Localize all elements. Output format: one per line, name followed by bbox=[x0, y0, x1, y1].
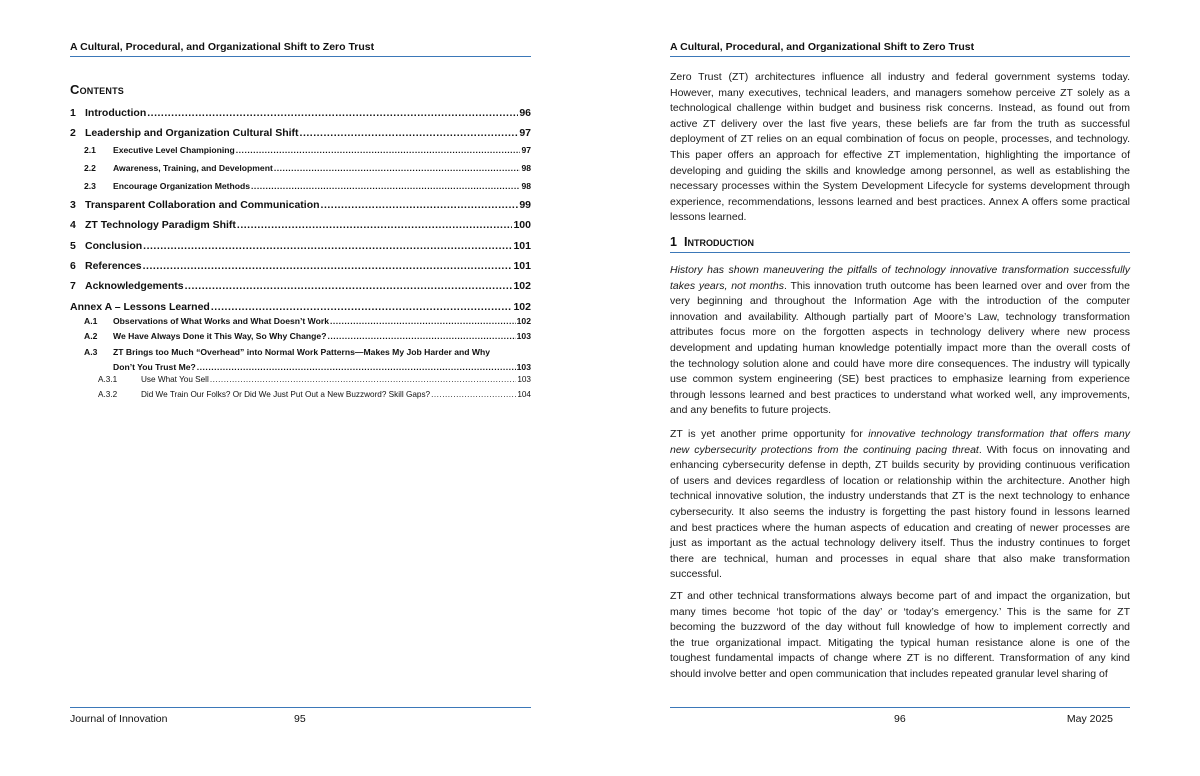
toc-number: 4 bbox=[70, 219, 76, 231]
text-line: necessary processes within the System Development Lifecycle for systems development through bbox=[670, 180, 1130, 193]
introduction-paragraph-2: ZT is yet another prime opportunity for innovative technology transformation that offers many new cybersecurity protections from the continuing pacing threat. With focus on innovating and enhancing cybersecurity defense in depth, ZT builds security by providing continuous verification of users and devices regardless of location or relationship within the architecture. Another high technical innovative solution, the industry understands that ZT is the next technology to enhance cybersecurity. It also seems the industry is forgetting the past history found in lessons learned and best practices where the human aspects of education and creating of newer processes are just as important as the actual technology delivery itself. Thus the industry continues to forget there are technical, human and processes in equal share that also make transformation successful. bbox=[670, 427, 1130, 583]
toc-number: A.1 bbox=[84, 316, 98, 326]
toc-title: Did We Train Our Folks? Or Did We Just Put Out a New Buzzword? Skill Gaps? bbox=[141, 390, 431, 399]
toc-entry[interactable] bbox=[70, 375, 531, 384]
toc-title: Use What You Sell bbox=[141, 375, 209, 384]
toc-entry[interactable] bbox=[70, 260, 531, 272]
toc-number: A.3.1 bbox=[98, 375, 118, 384]
toc-title: Leadership and Organization Cultural Shift bbox=[85, 127, 299, 139]
running-header-left: A Cultural, Procedural, and Organizational Shift to Zero Trust bbox=[70, 41, 531, 57]
text-line: there are technical, human and processes in equal share that also make transformation bbox=[670, 552, 1130, 565]
toc-number: 7 bbox=[70, 280, 76, 292]
toc-title: Introduction bbox=[85, 107, 147, 119]
toc-leader-dots bbox=[197, 362, 516, 372]
toc-leader-dots bbox=[185, 280, 513, 292]
section-title: Introduction bbox=[684, 235, 754, 249]
footer-date: May 2025 bbox=[1066, 713, 1113, 725]
text-line: becoming the buzzword of the day without full knowledge of how to implement correctly and bbox=[670, 621, 1130, 634]
toc-entry[interactable] bbox=[70, 390, 531, 399]
text-line: the technology solution alone and could have more dire consequences. The industry will typically bbox=[670, 357, 1130, 370]
footer-page-number: 96 bbox=[894, 713, 906, 725]
footer-right bbox=[670, 707, 1130, 728]
left-page bbox=[70, 0, 531, 776]
text-line: very beginning and throughout the Information Age with the introduction of the computer bbox=[670, 295, 1130, 308]
toc-title: Executive Level Championing bbox=[113, 145, 235, 155]
toc-entry[interactable] bbox=[70, 240, 531, 252]
toc-entry[interactable] bbox=[70, 219, 531, 231]
toc-page-number: 103 bbox=[516, 331, 531, 341]
toc-number: A.3 bbox=[84, 347, 98, 357]
footer-journal-name: Journal of Innovation bbox=[70, 713, 168, 725]
toc-page-number: 102 bbox=[513, 301, 531, 313]
toc-page-number: 96 bbox=[519, 107, 531, 119]
toc-title: Observations of What Works and What Doesn’t Work bbox=[113, 316, 329, 326]
toc-leader-dots bbox=[237, 219, 513, 231]
italic-text: History has shown maneuvering the pitfalls of technology innovative transformation successfully bbox=[670, 264, 1130, 276]
toc-leader-dots bbox=[236, 145, 521, 155]
footer-left bbox=[70, 707, 531, 728]
toc-page-number: 102 bbox=[513, 280, 531, 292]
text-line: cybersecurity. It also seems the industry is forgetting the past history found in lessons learned bbox=[670, 505, 1130, 518]
toc-page-number: 99 bbox=[519, 199, 531, 211]
toc-leader-dots bbox=[211, 301, 513, 313]
running-header-right: A Cultural, Procedural, and Organizational Shift to Zero Trust bbox=[670, 41, 1130, 57]
toc-number: 3 bbox=[70, 199, 76, 211]
toc-title: We Have Always Done it This Way, So Why Change? bbox=[113, 331, 327, 341]
toc-leader-dots bbox=[330, 316, 516, 326]
toc-page-number: 102 bbox=[516, 316, 531, 326]
text-line: enhancing cybersecurity defense in depth, ZT builds security by providing continuous verification bbox=[670, 459, 1130, 472]
toc-entry[interactable] bbox=[70, 181, 531, 191]
text-line: development and updating human knowledge potentially impact more than the overall costs of bbox=[670, 341, 1130, 354]
toc-leader-dots bbox=[327, 331, 515, 341]
right-page bbox=[670, 0, 1130, 776]
toc-leader-dots bbox=[321, 199, 519, 211]
toc-entry[interactable] bbox=[70, 347, 531, 357]
contents-title: Contents bbox=[70, 82, 124, 97]
text-line: This paper offers an approach for effective ZT implementation, highlighting the importance of bbox=[670, 148, 1130, 161]
text-line: technical innovative solution, the industry understands that ZT is the next technology to enhance bbox=[670, 490, 1130, 503]
text-line: active ZT delivery over the last five years, these beliefs are far from the truth as successful bbox=[670, 117, 1130, 130]
toc-entry[interactable] bbox=[70, 163, 531, 173]
text-line: and any benefits to future projects. bbox=[670, 404, 832, 417]
toc-page-number: 97 bbox=[519, 127, 531, 139]
text-line: many times become ‘hot topic of the day’ or ‘today’s emergency.’ This is the same for ZT bbox=[670, 605, 1130, 618]
text-line: toughest fundamental impacts of change where ZT is no different. Transformation of any kind bbox=[670, 652, 1130, 665]
toc-leader-dots bbox=[274, 163, 521, 173]
text-line: and best practices where the human aspects of education and creating of newer processes are bbox=[670, 521, 1130, 534]
toc-leader-dots bbox=[143, 260, 513, 272]
footer-page-number: 95 bbox=[294, 713, 306, 725]
text-line: experience, recommendations, lessons learned and best practices. Annex A offers some practical bbox=[670, 195, 1130, 208]
toc-number: A.3.2 bbox=[98, 390, 118, 399]
introduction-paragraph-1: History has shown maneuvering the pitfalls of technology innovative transformation successfully takes years, not months. This innovation truth outcome has been learned over and over from the very beginning and throughout the Information Age with the introduction of the computer innovation and availability. Although partially part of Moore’s Law, technology transformation attributes focus more on the forgotten aspects in technology delivery where new process development and updating human knowledge potentially impact more than the overall costs of the technology solution alone and could have more dire consequences. The industry will typically use common system engineering (SE) best practices to emphasize learning from experience through lessons learned and best practices to understand what worked well, any improvements, and any benefits to future projects. bbox=[670, 263, 1130, 419]
toc-number: A.2 bbox=[84, 331, 98, 341]
toc-number: 2.1 bbox=[84, 145, 96, 155]
toc-entry[interactable] bbox=[70, 199, 531, 211]
toc-number: 1 bbox=[70, 107, 76, 119]
toc-entry[interactable] bbox=[70, 127, 531, 139]
toc-entry[interactable] bbox=[70, 145, 531, 155]
section-heading-introduction bbox=[670, 235, 1130, 253]
toc-title: ZT Brings too Much “Overhead” into Normal Work Patterns—Makes My Job Harder and Why bbox=[113, 347, 491, 357]
toc-title-continuation: Don’t You Trust Me? bbox=[113, 362, 196, 372]
toc-page-number: 98 bbox=[521, 181, 531, 191]
section-number: 1 bbox=[670, 235, 677, 249]
text-line: attributes focus more on the forgotten aspects in technology delivery where new process bbox=[670, 326, 1130, 339]
italic-text: new cybersecurity protections from the continuing pacing threat bbox=[670, 443, 979, 456]
toc-page-number: 103 bbox=[516, 362, 531, 372]
toc-leader-dots bbox=[147, 107, 518, 119]
toc-entry[interactable] bbox=[70, 331, 531, 341]
text-line: technological challenge within budget and business risk concerns. Instead, as found out from bbox=[670, 102, 1130, 115]
toc-page-number: 97 bbox=[521, 145, 531, 155]
toc-title: Annex A – Lessons Learned bbox=[70, 301, 210, 313]
toc-entry[interactable] bbox=[70, 316, 531, 326]
toc-leader-dots bbox=[251, 181, 520, 191]
text-line: use common system engineering (SE) best practices to emphasize learning from experience bbox=[670, 373, 1130, 386]
toc-leader-dots bbox=[210, 375, 517, 384]
toc-title: References bbox=[85, 260, 142, 272]
toc-page-number: 103 bbox=[517, 375, 531, 384]
toc-number: 2.3 bbox=[84, 181, 96, 191]
text-line: successful. bbox=[670, 568, 722, 581]
toc-entry[interactable] bbox=[70, 280, 531, 292]
toc-title: ZT Technology Paradigm Shift bbox=[85, 219, 236, 231]
italic-text: takes years, not months bbox=[670, 279, 784, 292]
toc-title: Transparent Collaboration and Communication bbox=[85, 199, 320, 211]
text-line: However, many executives, technical leaders, and managers somehow perceive ZT solely as a bbox=[670, 86, 1130, 99]
toc-page-number: 100 bbox=[513, 219, 531, 231]
text-line: innovation and availability. Although partially part of Moore’s Law, technology transformation bbox=[670, 310, 1130, 323]
toc-page-number: 98 bbox=[521, 163, 531, 173]
toc-entry[interactable] bbox=[70, 362, 531, 372]
toc-number: 2.2 bbox=[84, 163, 96, 173]
toc-entry[interactable] bbox=[70, 301, 531, 313]
toc-page-number: 104 bbox=[517, 390, 531, 399]
text-line: through lessons learned and best practices to understand what worked well, any improvements, bbox=[670, 388, 1130, 401]
toc-title: Encourage Organization Methods bbox=[113, 181, 251, 191]
toc-page-number: 101 bbox=[513, 240, 531, 252]
text-line: Zero Trust (ZT) architectures influence all industry and federal government systems today. bbox=[670, 71, 1130, 83]
text-line: just as important as the actual technology delivery itself. Thus the industry continues to forget bbox=[670, 537, 1130, 550]
toc-leader-dots bbox=[143, 240, 512, 252]
toc-leader-dots bbox=[300, 127, 519, 139]
toc-entry[interactable] bbox=[70, 107, 531, 119]
text-line: the true organizational impact. Mitigating the typical human resistance alone is one of the bbox=[670, 636, 1130, 649]
toc-number: 2 bbox=[70, 127, 76, 139]
toc-page-number: 101 bbox=[513, 260, 531, 272]
toc-number: 5 bbox=[70, 240, 76, 252]
toc-title: Conclusion bbox=[85, 240, 143, 252]
text-line: lessons learned. bbox=[670, 211, 747, 224]
text-line: ZT and other technical transformations always become part of and impact the organization, but bbox=[670, 590, 1130, 602]
toc-number: 6 bbox=[70, 260, 76, 272]
toc-leader-dots bbox=[431, 390, 516, 399]
introduction-paragraph-3 bbox=[670, 589, 1130, 683]
abstract-paragraph bbox=[670, 70, 1130, 226]
text-line: deployment of ZT relies on an equal combination of focus on people, processes, and technology. bbox=[670, 133, 1130, 146]
text-line: developing and guiding the skills and knowledge among personnel, as well as establishing the bbox=[670, 164, 1130, 177]
text-line: of users and devices regardless of location or relationship within the architecture. Another high bbox=[670, 474, 1130, 487]
toc-title: Awareness, Training, and Development bbox=[113, 163, 273, 173]
text-line: should involve better and open communication that includes repeated granular level sharing of bbox=[670, 667, 1108, 680]
toc-title: Acknowledgements bbox=[85, 280, 184, 292]
italic-text: innovative technology transformation that offers many bbox=[868, 428, 1130, 440]
